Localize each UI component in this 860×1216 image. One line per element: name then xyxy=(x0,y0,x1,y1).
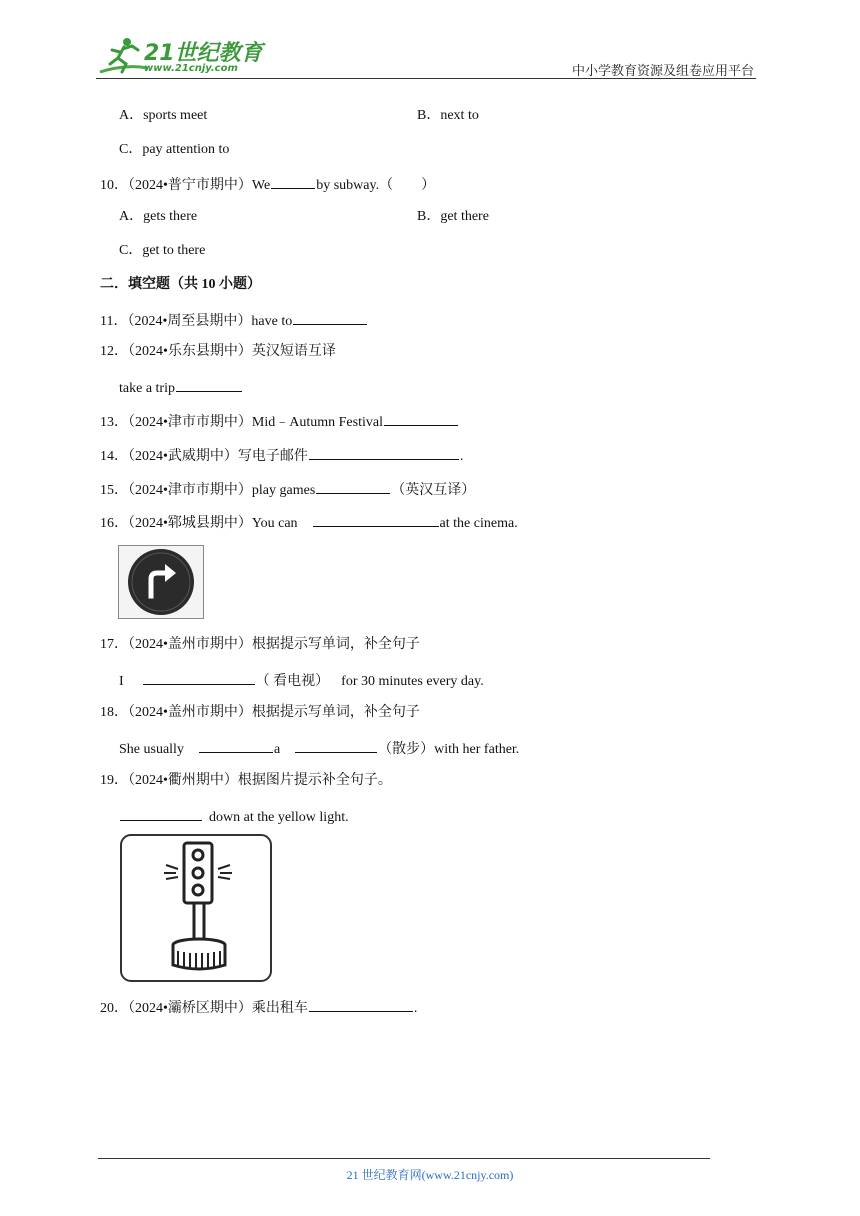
q9-option-b: B．next to xyxy=(417,108,479,123)
q20: 20．（2024•灞桥区期中）乘出租车 . xyxy=(100,997,417,1018)
traffic-light-image xyxy=(118,833,274,983)
q9-option-a: A．sports meet xyxy=(119,108,208,123)
logo-text: 21世纪教育 xyxy=(144,41,263,66)
answer-blank[interactable] xyxy=(309,997,413,1012)
turn-right-sign-image xyxy=(118,545,204,619)
q15: 15．（2024•津市市期中）play games （英汉互译） xyxy=(100,479,475,500)
q19-sub: down at the yellow light. xyxy=(119,806,349,827)
section-title: 二．填空题（共 10 小题） xyxy=(100,277,261,292)
answer-blank[interactable] xyxy=(316,479,390,494)
footer-link[interactable]: 21 世纪教育网(www.21cnjy.com) xyxy=(346,1168,514,1182)
site-logo xyxy=(96,34,263,78)
q18: 18．（2024•盖州市期中）根据提示写单词，补全句子 xyxy=(100,705,420,720)
answer-blank[interactable] xyxy=(271,174,315,189)
q10-option-b: B．get there xyxy=(417,209,489,224)
q13: 13．（2024•津市市期中）Mid﹣Autumn Festival xyxy=(100,411,459,432)
answer-blank[interactable] xyxy=(199,738,273,753)
question-number: 10． xyxy=(100,178,128,193)
answer-blank[interactable] xyxy=(313,512,439,527)
question-source: （2024•普宁市期中） xyxy=(128,178,252,193)
q9-option-c: C．pay attention to xyxy=(119,142,230,157)
site-tagline: 中小学教育资源及组卷应用平台 xyxy=(571,63,754,78)
q12-sub: take a trip xyxy=(119,377,243,398)
turn-right-sign-icon xyxy=(119,546,203,618)
q11: 11．（2024•周至县期中）have to xyxy=(100,310,368,331)
header-divider xyxy=(96,78,756,79)
answer-blank[interactable] xyxy=(176,377,242,392)
q14: 14．（2024•武威期中）写电子邮件 . xyxy=(100,445,463,466)
q16: 16．（2024•郓城县期中）You can at the cinema. xyxy=(100,512,518,533)
answer-blank[interactable] xyxy=(295,738,377,753)
answer-blank[interactable] xyxy=(384,411,458,426)
q17: 17．（2024•盖州市期中）根据提示写单词，补全句子 xyxy=(100,637,420,652)
traffic-light-icon xyxy=(118,833,274,983)
q18-sub: She usually a （散步）with her father. xyxy=(119,738,519,759)
q12: 12．（2024•乐东县期中）英汉短语互译 xyxy=(100,344,336,359)
q17-sub: I （ 看电视） for 30 minutes every day. xyxy=(119,670,484,691)
q10-stem: 10．（2024•普宁市期中）We by subway.（ ） xyxy=(100,174,435,195)
q19: 19．（2024•衢州期中）根据图片提示补全句子。 xyxy=(100,773,392,788)
logo-url: www.21cnjy.com xyxy=(144,63,238,74)
q10-option-c: C．get to there xyxy=(119,243,206,258)
answer-blank[interactable] xyxy=(143,670,255,685)
answer-blank[interactable] xyxy=(293,310,367,325)
footer-divider xyxy=(98,1158,710,1159)
answer-blank[interactable] xyxy=(309,445,459,460)
q10-option-a: A．gets there xyxy=(119,209,198,224)
answer-blank[interactable] xyxy=(120,806,202,821)
